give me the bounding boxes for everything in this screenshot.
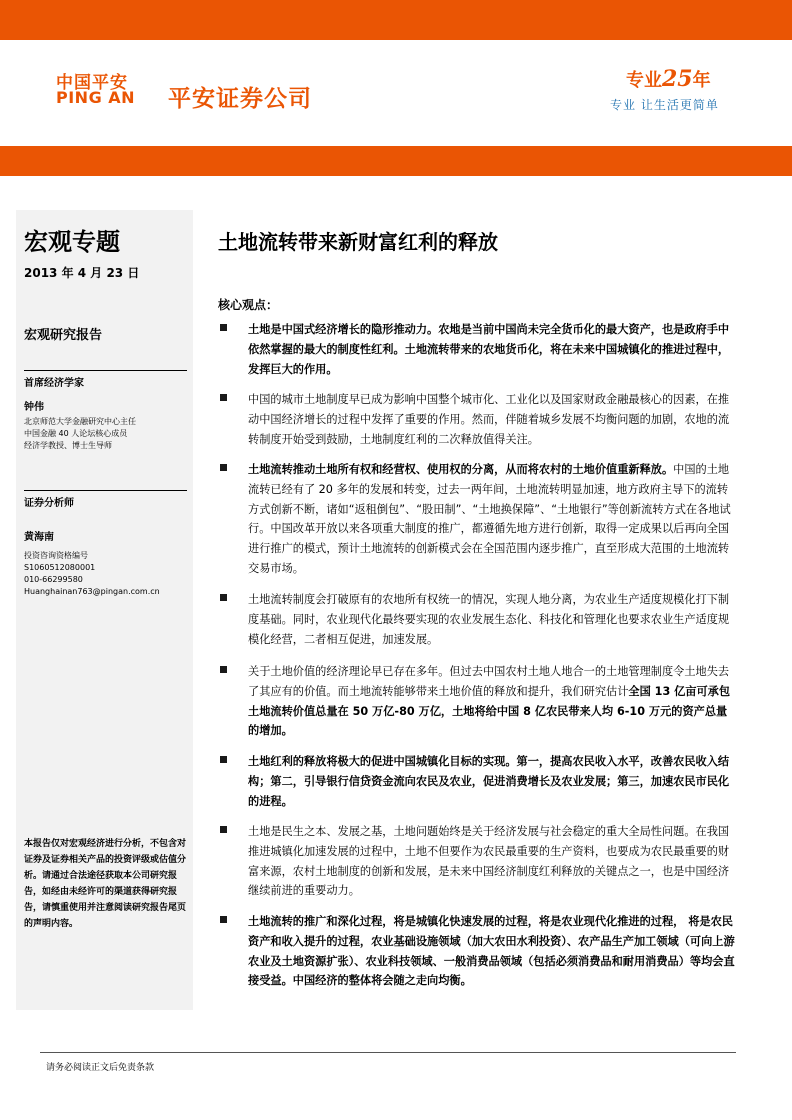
company-name: 平安证券公司 [168, 86, 312, 112]
analyst-info-line: S1060512080001 [24, 563, 96, 572]
key-point-item [218, 662, 736, 741]
core-views-label: 核心观点： [218, 298, 279, 312]
sidebar [16, 210, 193, 1010]
key-point-item [218, 822, 736, 901]
key-point-item [218, 390, 736, 449]
key-point-bold: 全国 13 亿亩可承包土地流转价值总量在 50 万亿-80 万亿，土地将给中国 8 亿农民带来人均 6-10 万元的资产总量的增加。 [248, 684, 731, 738]
key-point-bold: 土地流转的推广和深化过程，将是城镇化快速发展的过程，将是农业现代化推进的过程， 将是农民资产和收入提升的过程，农业基础设施领域（加大农田水利投资）、农产品生产加工领域（可向上游农业及土地资源扩张）、农业科技领域、一般消费品领域（包括必须消费品和耐用消费品）等均会直接受益。中国经济的整体将会随之走向均衡。 [248, 915, 735, 988]
key-point-item [218, 752, 736, 811]
key-point-text: 中国的城市土地制度早已成为影响中国整个城市化、工业化以及国家财政金融最核心的因素，在推动中国经济增长的过程中发挥了重要的作用。然而，伴随着城乡发展不均衡问题的加剧，农地的流转制度开始受到鼓励，土地制度红利的二次释放值得关注。 [248, 393, 730, 446]
key-point-text: 土地是民生之本、发展之基，土地问题始终是关于经济发展与社会稳定的重大全局性问题。在我国推进城镇化加速发展的过程中，土地不但要作为农民最重要的生产资料，也要成为农民最重要的财富来源，农村土地制度的创新和发展，是未来中国经济制度红利释放的关键点之一，也是中国经济继续前进的重要动力。 [248, 825, 730, 898]
key-point-item [218, 320, 736, 379]
key-point-item [218, 912, 736, 991]
slogan-subtitle: 专业 让生活更简单 [610, 98, 719, 112]
chief-bio-line: 中国金融 40 人论坛核心成员 [24, 429, 128, 438]
analyst-role: 证券分析师 [24, 498, 74, 509]
pingan-logo-cn: 中国平安 [56, 73, 128, 93]
chief-bio-line: 北京师范大学金融研究中心主任 [24, 417, 136, 426]
key-point-bold: 土地红利的释放将极大的促进中国城镇化目标的实现。第一，提高农民收入水平，改善农民收入结构；第二，引导银行信贷资金流向农民及农业，促进消费增长及农业发展；第三，加速农民市民化的进程。 [248, 755, 730, 808]
divider [24, 490, 187, 491]
bullet-square-icon [220, 324, 227, 331]
bullet-square-icon [220, 826, 227, 833]
analyst-info-line: 投资咨询资格编号 [24, 551, 88, 560]
bullet-square-icon [220, 594, 227, 601]
analyst-info-line: 010-66299580 [24, 575, 83, 584]
slogan-prefix: 专业 [626, 70, 662, 91]
chief-bio-line: 经济学教授、博士生导师 [24, 441, 112, 450]
bullet-square-icon [220, 666, 227, 673]
pingan-logo-en: PING AN [56, 88, 136, 107]
divider [24, 370, 187, 371]
chief-economist-role: 首席经济学家 [24, 378, 84, 389]
page-header [0, 40, 792, 150]
analyst-name: 黄海南 [24, 532, 54, 543]
footer-note: 请务必阅读正文后免责条款 [46, 1063, 155, 1073]
footer-divider [40, 1052, 736, 1053]
key-point-item [218, 460, 736, 579]
sidebar-title: 宏观专题 [24, 227, 120, 256]
slogan-suffix: 年 [692, 70, 711, 91]
chief-economist-name: 钟伟 [24, 402, 44, 413]
bullet-square-icon [220, 464, 227, 471]
top-accent-bar [0, 0, 792, 40]
header-orange-band [0, 146, 792, 176]
key-point-item [218, 590, 736, 649]
anniversary-slogan [626, 66, 711, 92]
bullet-square-icon [220, 756, 227, 763]
key-point-bold: 土地是中国式经济增长的隐形推动力。农地是当前中国尚未完全货币化的最大资产，也是政府手中依然掌握的最大的制度性红利。土地流转带来的农地货币化，将在未来中国城镇化的推进过程中，发挥巨大的作用。 [248, 323, 730, 376]
key-point-text: 土地流转制度会打破原有的农地所有权统一的情况，实现人地分离，为农业生产适度规模化打下制度基础。同时，农业现代化最终要实现的农业发展生态化、科技化和管理化也要求农业生产适度规模化经营，二者相互促进，加速发展。 [248, 593, 730, 646]
key-point-text: 中国的土地流转已经有了 20 多年的发展和转变，过去一两年间，土地流转明显加速，地方政府主导下的流转方式创新不断，诸如“返租倒包”、“股田制”、“土地换保障”、“土地银行”等创新流转方式在各地试行。中国改革开放以来各项重大制度的推广，都遵循先地方进行创新，取得一定成果以后再向全国进行推广的模式，预计土地流转的创新模式会在全国范围内逐步推广，直至形成大范围的土地流转交易市场。 [248, 463, 731, 575]
report-date: 2013 年 4 月 23 日 [24, 266, 140, 280]
report-title: 土地流转带来新财富红利的释放 [218, 230, 498, 254]
bullet-square-icon [220, 394, 227, 401]
sidebar-disclaimer: 本报告仅对宏观经济进行分析，不包含对证券及证券相关产品的投资评级或估值分析。请通过合法途径获取本公司研究报告，如经由未经许可的渠道获得研究报告，请慎重使用并注意阅读研究报告尾页的声明内容。 [24, 839, 187, 929]
analyst-email[interactable]: Huanghainan763@pingan.com.cn [24, 587, 160, 596]
slogan-number: 25 [662, 66, 693, 92]
bullet-square-icon [220, 916, 227, 923]
report-type: 宏观研究报告 [24, 328, 103, 343]
key-point-bold: 土地流转推动土地所有权和经营权、使用权的分离，从而将农村的土地价值重新释放。 [248, 463, 674, 476]
key-point-text: 关于土地价值的经济理论早已存在多年。但过去中国农村土地人地合一的土地管理制度令土地失去了其应有的价值。而土地流转能够带来土地价值的释放和提升，我们研究估计 [248, 665, 730, 698]
